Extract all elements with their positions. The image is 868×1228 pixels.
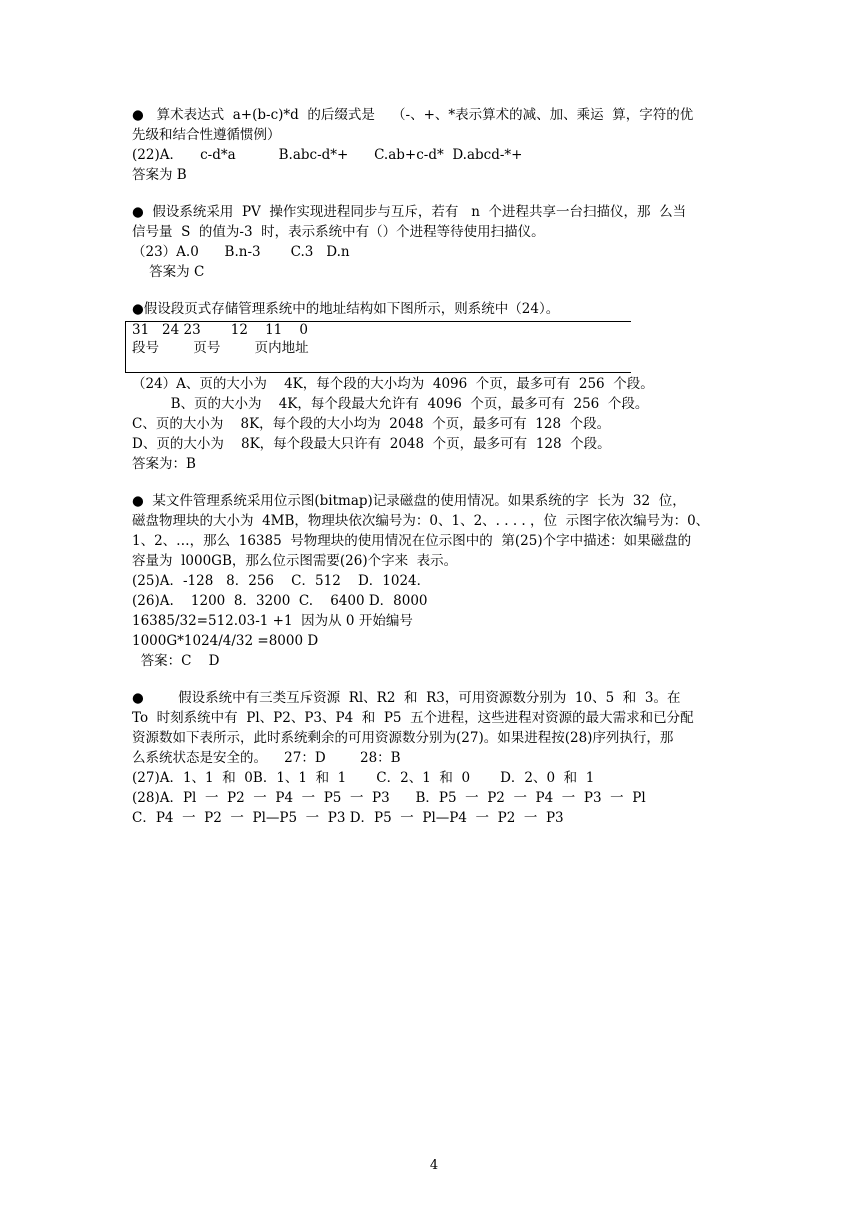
q25-line-4: 容量为 l000GB，那么位示图需要(26)个字来 表示。 [132,553,458,569]
q26-calculation: 1000G*1024/4/32 =8000 D [132,633,319,649]
q23-line-2: 信号量 S 的值为-3 时，表示系统中有（）个进程等待使用扫描仪。 [132,224,545,240]
q24-option-b: B、页的大小为 4K，每个段最大允许有 4096 个页，最多可有 256 个段。 [132,396,649,412]
q25-line-2: 磁盘物理块的大小为 4MB，物理块依次编号为：0、1、2、. . . . ，位 示图字依次编号为：0、 [132,513,710,529]
q26-options: (26)A. 1200 8．3200 C. 6400 D．8000 [132,593,428,609]
q25-line-3: 1、2、…，那么 16385 号物理块的使用情况在位示图中的 第(25)个字中描述：如果磁盘的 [132,533,692,549]
q22-answer: 答案为 B [132,167,187,183]
q28-options-cd: C．P4 一 P2 一 Pl—P5 一 P3 D．P5 一 Pl—P4 一 P2 一 P3 [132,810,564,826]
page-number: 4 [429,1158,439,1173]
q27-options: (27)A．1、1 和 0B．1、1 和 1 C．2、1 和 0 D．2、0 和 1 [132,770,595,786]
q27-line-1: ● 假设系统中有三类互斥资源 Rl、R2 和 R3，可用资源数分别为 10、5 和 3。在 [132,690,681,706]
q28-options-ab: (28)A．Pl 一 P2 一 P4 一 P5 一 P3 B．P5 一 P2 一 P4 一 P3 一 Pl [132,790,646,806]
q25-26-answer: 答案：C D [132,653,220,669]
q24-option-d: D、页的大小为 8K，每个段最大只许有 2048 个页，最多可有 128 个段。 [132,436,611,452]
q27-line-2: To 时刻系统中有 Pl、P2、P3、P4 和 P5 五个进程，这些进程对资源的最大需求和已分配 [132,710,694,726]
q22-line-1: ● 算术表达式 a+(b-c)*d 的后缀式是 （-、+、*表示算术的减、加、乘运 算，字符的优 [132,107,694,123]
q25-line-1: ● 某文件管理系统采用位示图(bitmap)记录磁盘的使用情况。如果系统的字 长为 32 位， [132,493,686,509]
q23-answer: 答案为 C [132,264,205,280]
q23-options: （23）A.0 B.n-3 C.3 D.n [132,244,350,260]
q24-answer: 答案为：B [132,456,196,472]
q25-options: (25)A．-128 8．256 C．512 D．1024． [132,573,431,589]
q24-option-a: （24）A、页的大小为 4K，每个段的大小均为 4096 个页，最多可有 256 个段。 [132,376,654,392]
q22-line-2: 先级和结合性遵循惯例） [132,127,281,143]
q22-options: (22)A． c-d*a B.abc-d*+ C.ab+c-d* D.abcd-*+ [132,147,523,163]
q25-calculation: 16385/32=512.03-1 +1 因为从 0 开始编号 [132,613,413,629]
address-labels-row: 段号 页号 页内地址 [132,340,309,356]
q23-line-1: ● 假设系统采用 PV 操作实现进程同步与互斥，若有 n 个进程共享一台扫描仪，那 么当 [132,204,687,220]
q24-option-c: C、页的大小为 8K，每个段的大小均为 2048 个页，最多可有 128 个段。 [132,416,611,432]
address-structure-table [125,321,631,373]
address-bits-row: 31 24 23 12 11 0 [132,322,309,338]
q27-line-3: 资源数如下表所示，此时系统剩余的可用资源数分别为(27)。如果进程按(28)序列执行，那 [132,730,674,746]
q24-line-1: ●假设段页式存储管理系统中的地址结构如下图所示，则系统中（24）。 [132,301,560,317]
q27-line-4: 么系统状态是安全的。 27：D 28：B [132,750,401,766]
